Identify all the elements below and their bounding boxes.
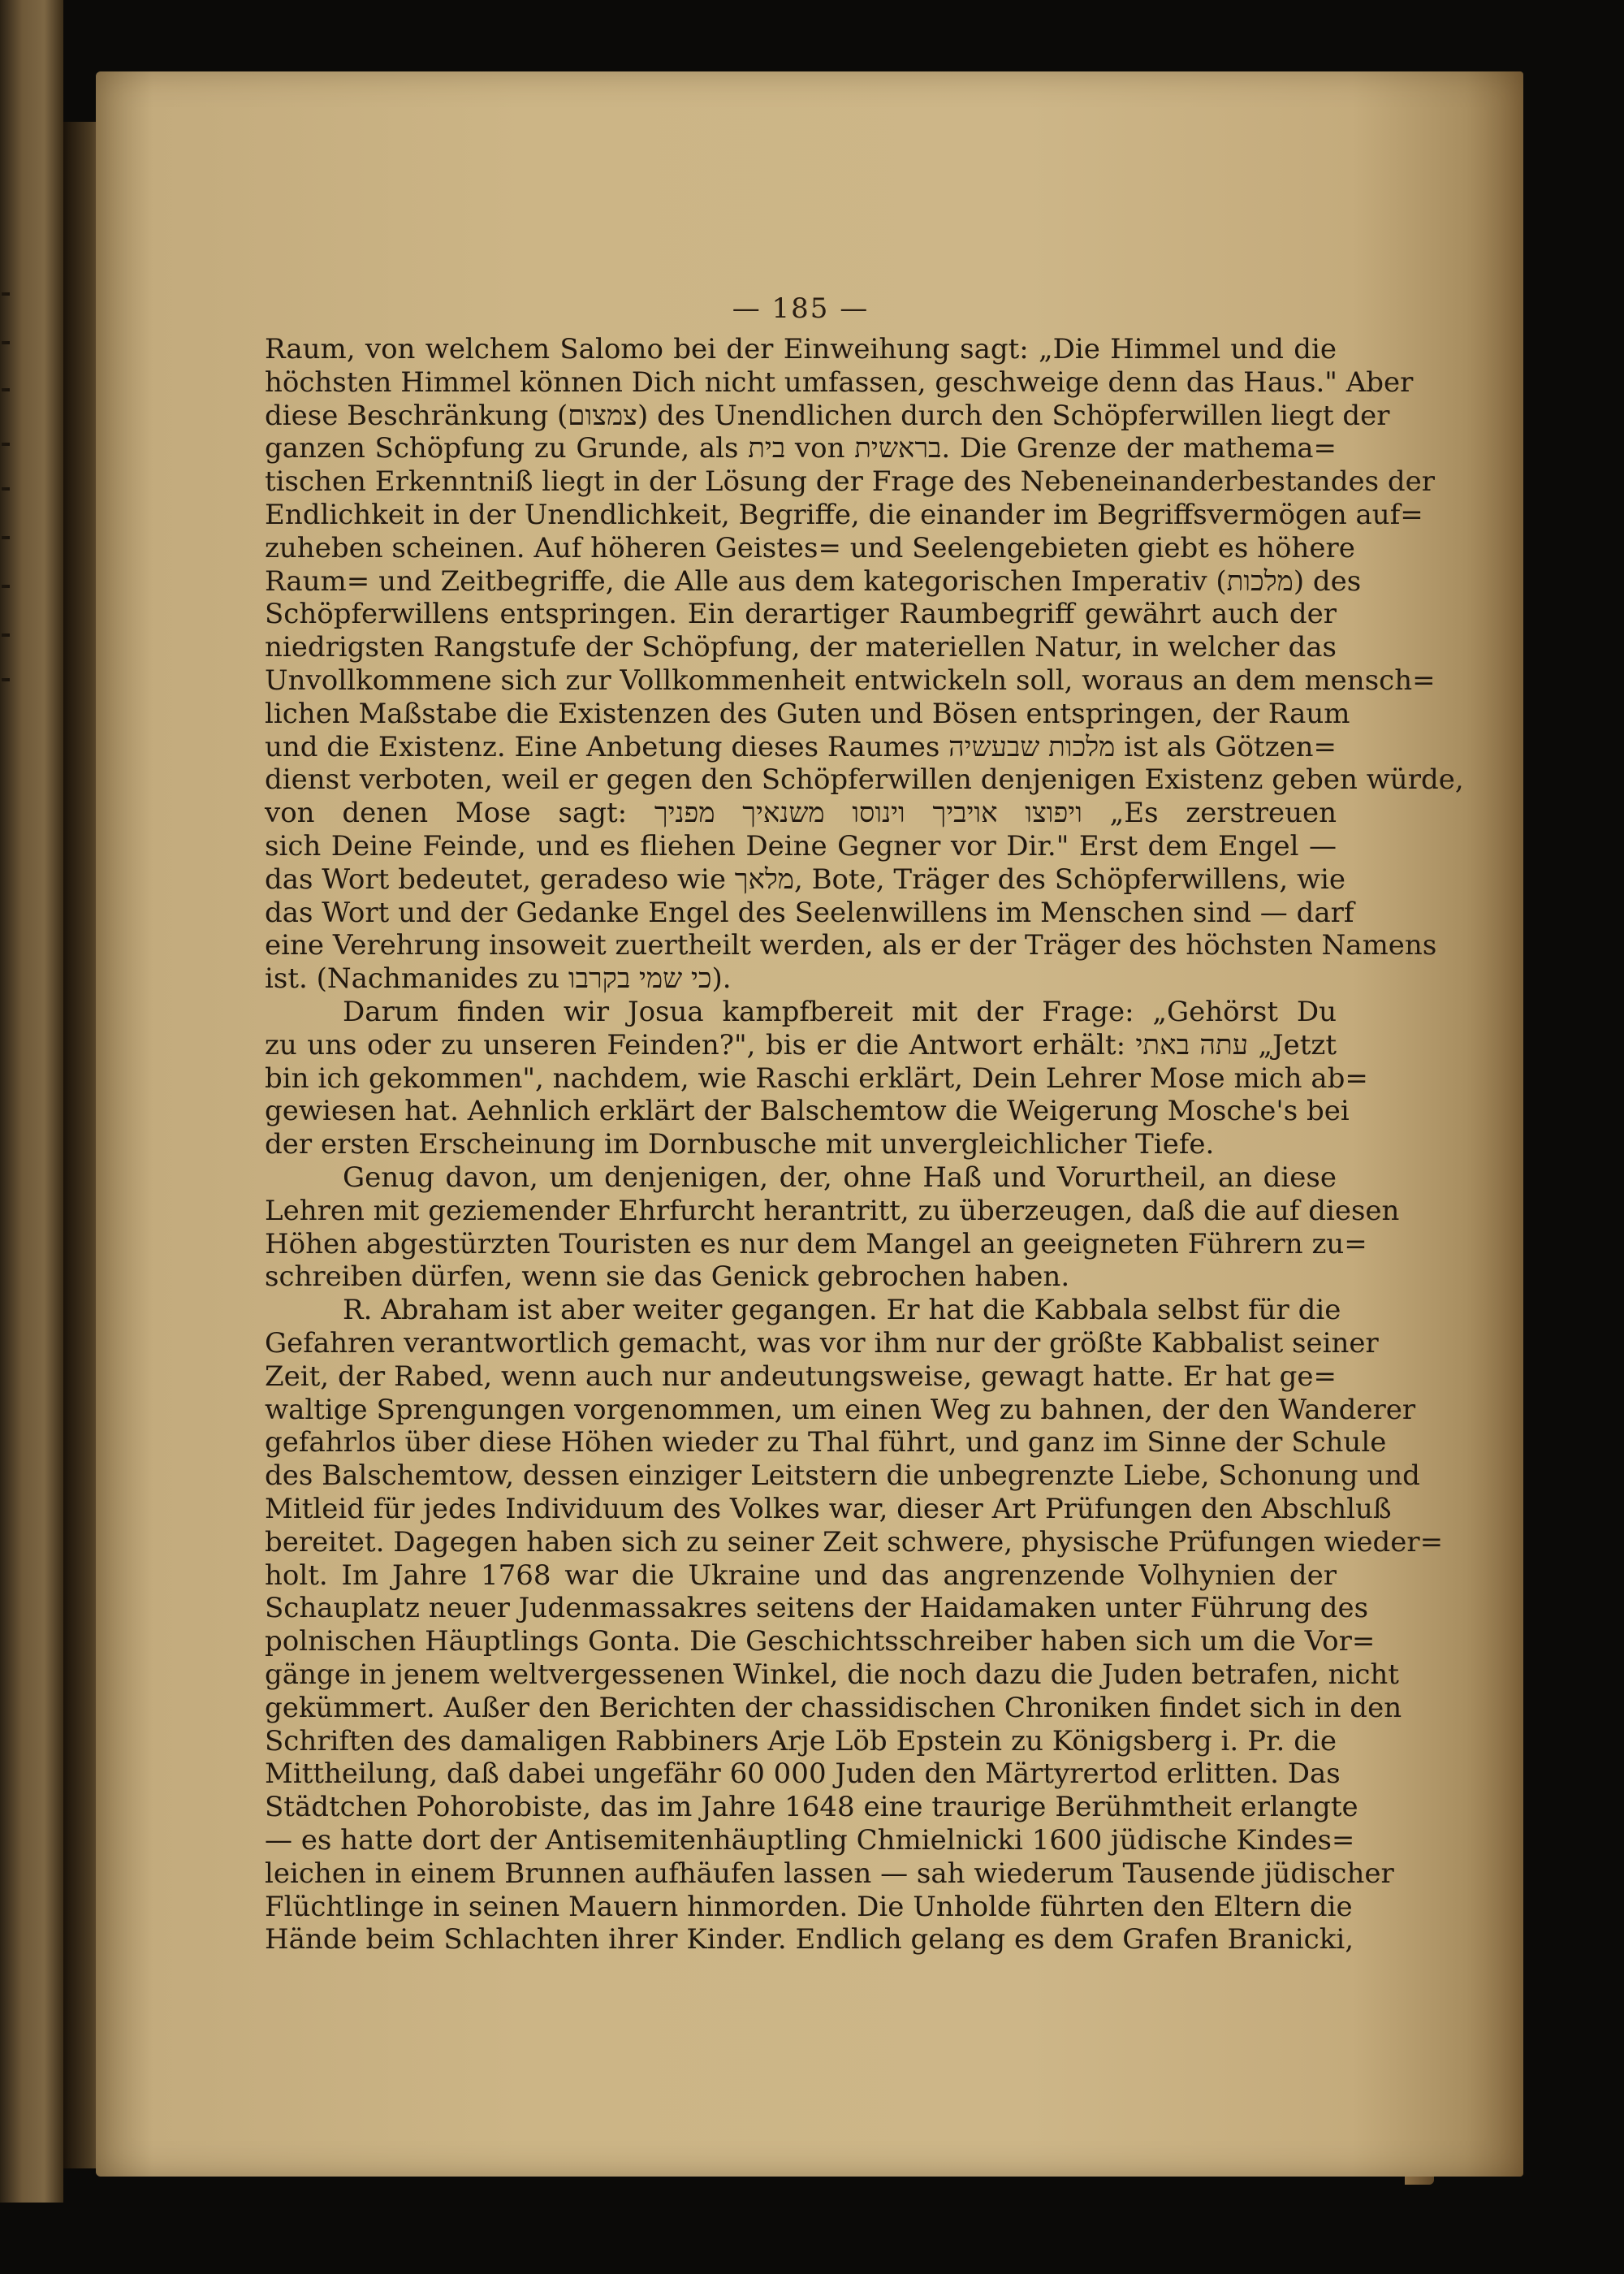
text-line: das Wort bedeutet, geradeso wie מלאך, Bote, Träger des Schöpferwillens, wie [265,862,1346,896]
text-line: eine Verehrung insoweit zuertheilt werden, als er der Träger des höchsten Namens [265,929,1437,962]
text-line: zu uns oder zu unseren Feinden?", bis er die Antwort erhält: עתה באתי „Jetzt [265,1028,1337,1061]
text-line: ganzen Schöpfung zu Grunde, als בית von בראשית. Die Grenze der mathema= [265,432,1337,465]
text-line: Flüchtlinge in seinen Mauern hinmorden. Die Unholde führten den Eltern die [265,1890,1353,1923]
text-line: der ersten Erscheinung im Dornbusche mit unvergleichlicher Tiefe. [265,1128,1215,1161]
book-page [96,71,1523,2177]
text-line: Zeit, der Rabed, wenn auch nur andeutungsweise, gewagt hatte. Er hat ge= [265,1360,1337,1393]
text-line: von denen Mose sagt: ויפוצו אויביך וינוסו משנאיך מפניך „Es zerstreuen [265,797,1337,830]
text-line: gänge in jenem weltvergessenen Winkel, die noch dazu die Juden betrafen, nicht [265,1658,1399,1691]
text-line: Raum= und Zeitbegriffe, die Alle aus dem kategorischen Imperativ (מלכות) des [265,564,1362,598]
page-number: — 185 — [732,292,870,325]
text-line: tischen Erkenntniß liegt in der Lösung der Frage des Nebeneinanderbestandes der [265,465,1435,499]
text-line: das Wort und der Gedanke Engel des Seelenwillens im Menschen sind — darf [265,896,1354,929]
text-line: Mitleid für jedes Individuum des Volkes war, dieser Art Prüfungen den Abschluß [265,1493,1392,1525]
text-line: dienst verboten, weil er gegen den Schöpferwillen denjenigen Existenz geben würde, [265,763,1464,797]
text-line: leichen in einem Brunnen aufhäufen lassen — sah wiederum Tausende jüdischer [265,1857,1394,1890]
text-line: waltige Sprengungen vorgenommen, um einen Weg zu bahnen, der den Wanderer [265,1393,1416,1426]
text-line: diese Beschränkung (צמצום) des Unendlichen durch den Schöpferwillen liegt der [265,399,1390,432]
text-block [265,71,1464,2274]
text-line: Genug davon, um denjenigen, der, ohne Haß und Vorurtheil, an diese [343,1161,1337,1194]
text-line: höchsten Himmel können Dich nicht umfassen, geschweige denn das Haus." Aber [265,365,1414,399]
text-line: — es hatte dort der Antisemitenhäuptling Chmielnicki 1600 jüdische Kindes= [265,1824,1355,1857]
text-line: sich Deine Feinde, und es fliehen Deine Gegner vor Dir." Erst dem Engel — [265,830,1337,862]
text-line: Schriften des damaligen Rabbiners Arje Löb Epstein zu Königsberg i. Pr. die [265,1724,1337,1757]
text-line: niedrigsten Rangstufe der Schöpfung, der materiellen Natur, in welcher das [265,631,1337,664]
text-line: Mittheilung, daß dabei ungefähr 60 000 Juden den Märtyrertod erlitten. Das [265,1757,1341,1791]
text-line: holt. Im Jahre 1768 war die Ukraine und das angrenzende Volhynien der [265,1559,1337,1592]
text-line: Schöpferwillens entspringen. Ein derartiger Raumbegriff gewährt auch der [265,598,1337,631]
adjacent-page-edge [0,0,63,2203]
text-line: Unvollkommene sich zur Vollkommenheit entwickeln soll, woraus an dem mensch= [265,664,1436,697]
text-line: ist. (Nachmanides zu כי שמי בקרבו). [265,962,732,996]
text-line: zuheben scheinen. Auf höheren Geistes= und Seelengebieten giebt es höhere [265,531,1355,564]
text-line: Städtchen Pohorobiste, das im Jahre 1648 eine traurige Berühmtheit erlangte [265,1791,1358,1824]
text-line: des Balschemtow, dessen einziger Leitstern die unbegrenzte Liebe, Schonung und [265,1459,1420,1493]
text-line: lichen Maßstabe die Existenzen des Guten und Bösen entspringen, der Raum [265,697,1350,730]
text-line: Gefahren verantwortlich gemacht, was vor ihm nur der größte Kabbalist seiner [265,1327,1379,1360]
text-line: R. Abraham ist aber weiter gegangen. Er hat die Kabbala selbst für die [343,1294,1341,1327]
text-line: polnischen Häuptlings Gonta. Die Geschichtsschreiber haben sich um die Vor= [265,1625,1376,1658]
text-line: Schauplatz neuer Judenmassakres seitens der Haidamaken unter Führung des [265,1592,1369,1625]
text-line: Lehren mit geziemender Ehrfurcht herantritt, zu überzeugen, daß die auf diesen [265,1194,1400,1227]
text-line: Hände beim Schlachten ihrer Kinder. Endlich gelang es dem Grafen Branicki, [265,1923,1354,1956]
text-line: gekümmert. Außer den Berichten der chassidischen Chroniken findet sich in den [265,1691,1402,1724]
text-line: gefahrlos über diese Höhen wieder zu Thal führt, und ganz im Sinne der Schule [265,1426,1387,1459]
text-line: Raum, von welchem Salomo bei der Einweihung sagt: „Die Himmel und die [265,333,1337,365]
text-line: bereitet. Dagegen haben sich zu seiner Zeit schwere, physische Prüfungen wieder= [265,1525,1444,1559]
text-line: gewiesen hat. Aehnlich erklärt der Balschemtow die Weigerung Mosche's bei [265,1095,1350,1128]
text-line: Darum finden wir Josua kampfbereit mit der Frage: „Gehörst Du [343,996,1337,1028]
text-line: bin ich gekommen", nachdem, wie Raschi erklärt, Dein Lehrer Mose mich ab= [265,1061,1368,1095]
text-line: schreiben dürfen, wenn sie das Genick gebrochen haben. [265,1260,1070,1294]
text-line: und die Existenz. Eine Anbetung dieses Raumes מלכות שבעשיה ist als Götzen= [265,730,1337,763]
text-line: Endlichkeit in der Unendlichkeit, Begriffe, die einander im Begriffsvermögen auf= [265,499,1423,531]
text-line: Höhen abgestürzten Touristen es nur dem Mangel an geeigneten Führern zu= [265,1227,1367,1260]
